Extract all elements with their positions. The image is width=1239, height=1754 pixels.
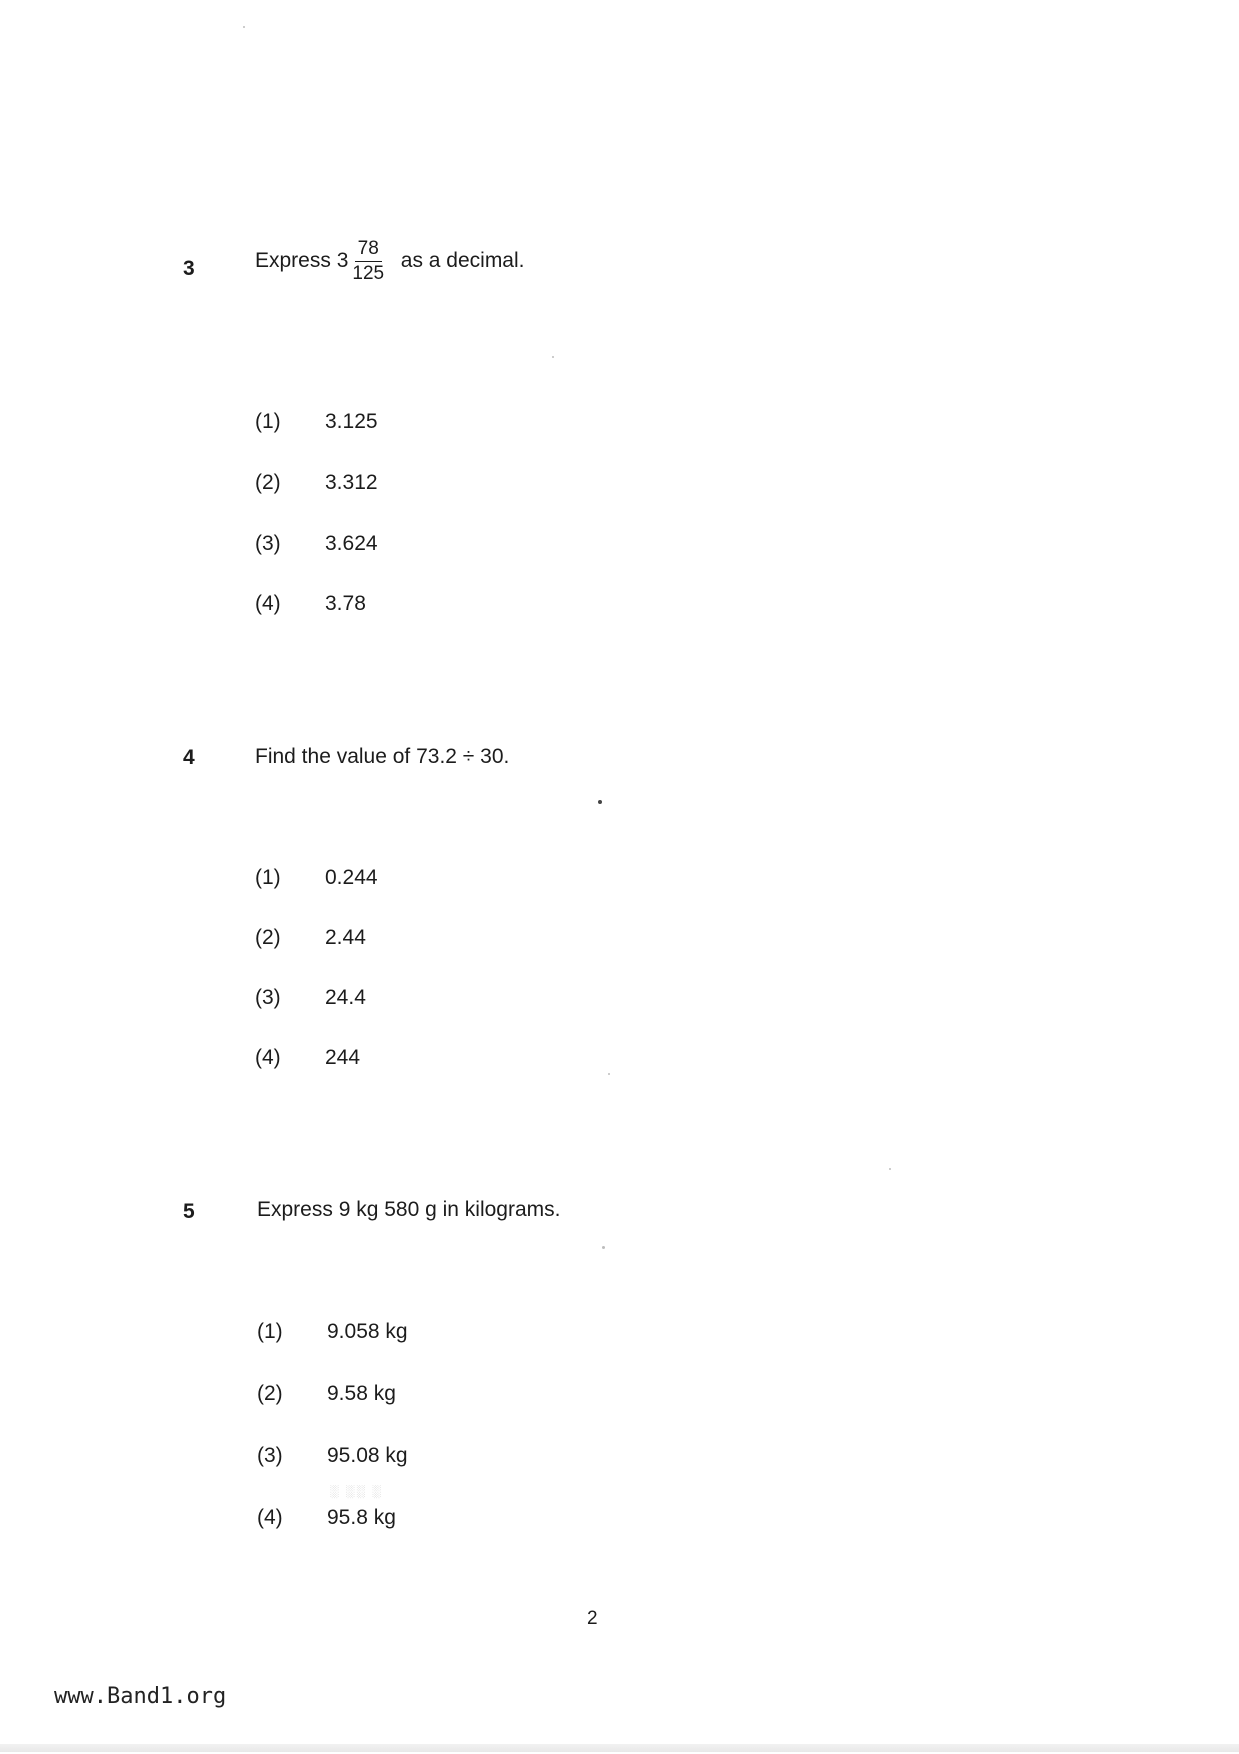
fraction-denominator: 125 xyxy=(352,262,385,284)
option-value: 0.244 xyxy=(325,866,378,889)
option-label: (4) xyxy=(255,592,281,615)
option-label: (2) xyxy=(255,471,281,494)
option-label: (4) xyxy=(255,1046,281,1069)
fraction-numerator: 78 xyxy=(355,239,382,262)
scan-speck xyxy=(608,1073,610,1075)
scan-speck xyxy=(598,800,602,804)
option-value: 95.08 kg xyxy=(327,1444,408,1467)
option-value: 9.058 kg xyxy=(327,1320,408,1343)
option-value: 3.78 xyxy=(325,592,366,615)
option-label: (1) xyxy=(255,410,281,433)
scan-speck xyxy=(602,1246,605,1249)
footer-url: www.Band1.org xyxy=(54,1684,227,1709)
question-text: Express 9 kg 580 g in kilograms. xyxy=(257,1198,561,1221)
fraction xyxy=(349,239,387,284)
question-text-after: as a decimal. xyxy=(400,249,525,273)
scan-speck xyxy=(243,26,245,28)
option-value: 3.125 xyxy=(325,410,378,433)
option-label: (2) xyxy=(257,1382,283,1405)
option-value: 244 xyxy=(325,1046,361,1069)
option-label: (3) xyxy=(255,532,281,555)
option-value: 2.44 xyxy=(325,926,366,949)
option-label: (3) xyxy=(257,1444,283,1467)
option-label: (4) xyxy=(257,1506,283,1529)
question-number: 4 xyxy=(183,746,195,769)
scan-speck xyxy=(889,1168,891,1170)
question-text: Find the value of 73.2 ÷ 30. xyxy=(255,745,510,768)
option-value: 95.8 kg xyxy=(327,1506,396,1529)
scan-edge xyxy=(0,1744,1239,1752)
scan-smudge: ░ ░░ ░ xyxy=(330,1484,383,1498)
option-value: 9.58 kg xyxy=(327,1382,396,1405)
option-value: 3.624 xyxy=(325,532,378,555)
question-number: 3 xyxy=(183,257,195,280)
question-text xyxy=(255,239,525,284)
question-number: 5 xyxy=(183,1200,195,1223)
option-value: 24.4 xyxy=(325,986,366,1009)
scan-speck xyxy=(552,356,554,358)
option-label: (3) xyxy=(255,986,281,1009)
page-number: 2 xyxy=(587,1608,598,1629)
mixed-number-whole: 3 xyxy=(336,249,349,273)
option-label: (1) xyxy=(257,1320,283,1343)
question-stem xyxy=(255,239,525,284)
option-label: (2) xyxy=(255,926,281,949)
question-text-before: Express xyxy=(255,249,331,273)
option-label: (1) xyxy=(255,866,281,889)
option-value: 3.312 xyxy=(325,471,378,494)
